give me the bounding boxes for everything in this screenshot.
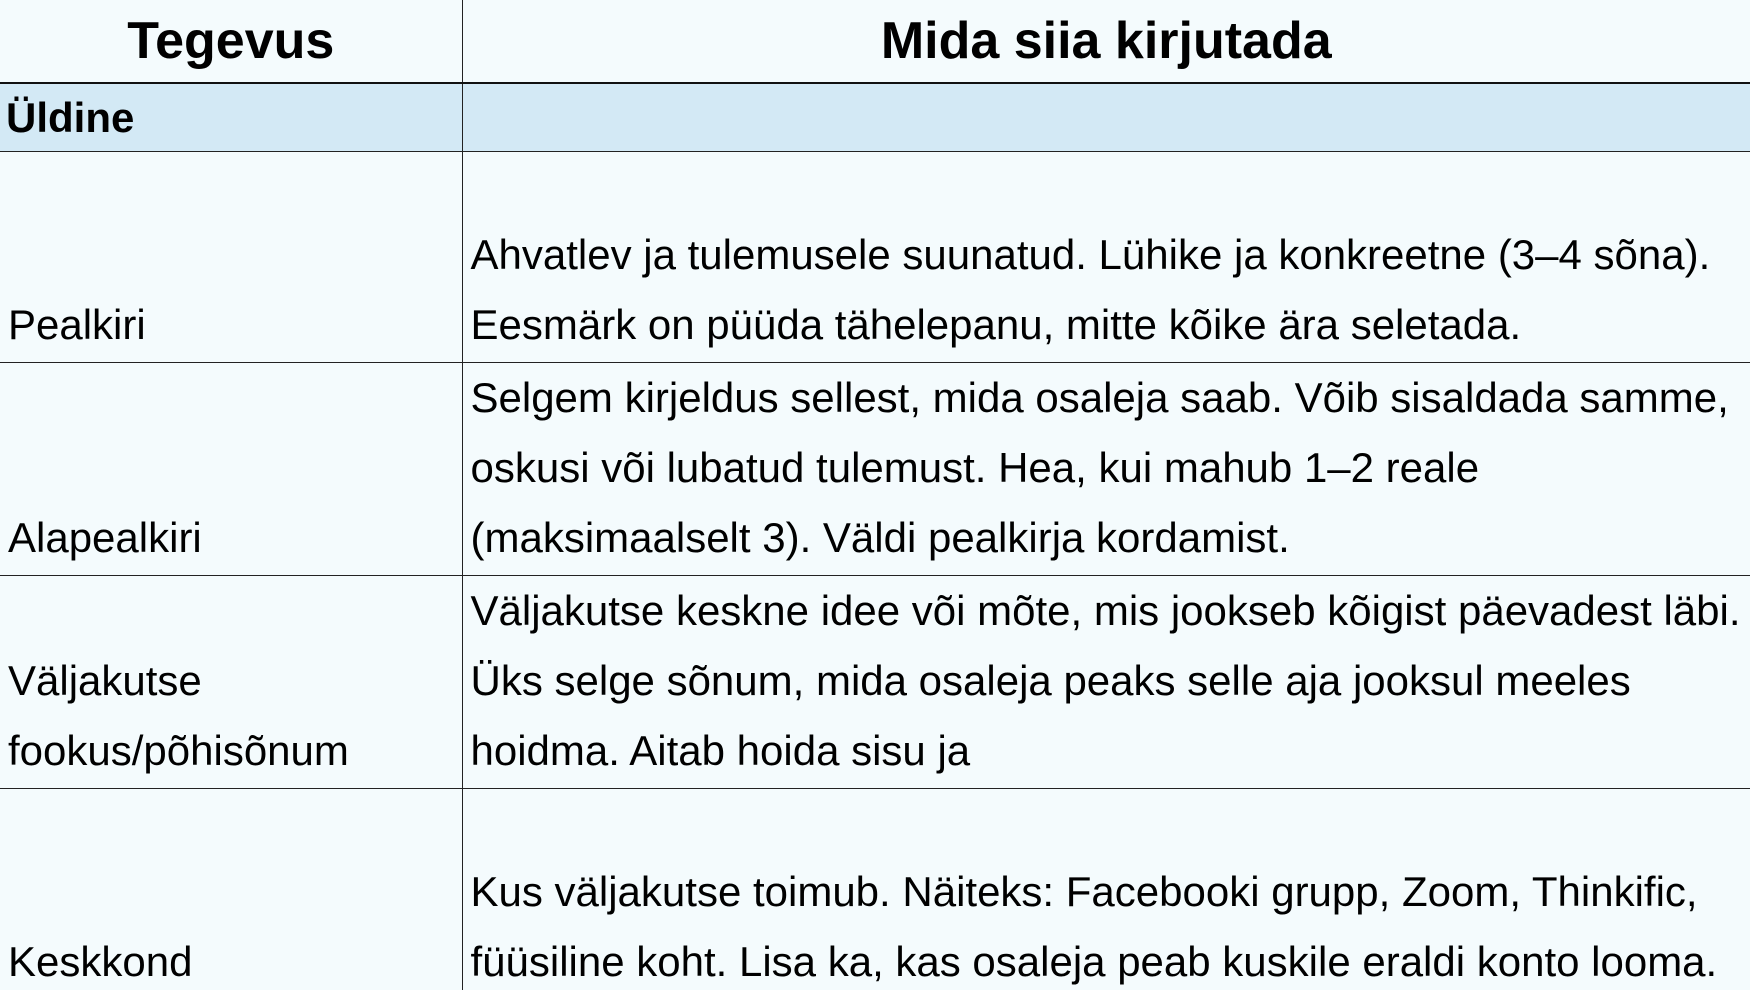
row-label-keskkond[interactable]: Keskkond [0,789,462,990]
row-description[interactable]: Selgem kirjeldus sellest, mida osaleja saab. Võib sisaldada samme, oskusi või lubatud tulemust. Hea, kui mahub 1–2 reale (maksimaalselt 3). Väldi pealkirja kordamist. [462,363,1750,576]
row-description[interactable]: Ahvatlev ja tulemusele suunatud. Lühike ja konkreetne (3–4 sõna). Eesmärk on püüda tähelepanu, mitte kõike ära seletada. [462,152,1750,363]
section-empty-cell[interactable] [462,83,1750,152]
table-row [0,363,1750,576]
table-row [0,152,1750,363]
table-row [0,576,1750,789]
section-label[interactable]: Üldine [0,83,462,152]
row-label-alapealkiri[interactable]: Alapealkiri [0,363,462,576]
table-row [0,789,1750,990]
row-description[interactable]: Kus väljakutse toimub. Näiteks: Facebooki grupp, Zoom, Thinkific, füüsiline koht. Lisa ka, kas osaleja peab kuskile eraldi konto looma. [462,789,1750,990]
header-row [0,0,1750,83]
section-row [0,83,1750,152]
row-label-pealkiri[interactable]: Pealkiri [0,152,462,363]
header-tegevus[interactable]: Tegevus [0,0,462,83]
row-description[interactable]: Väljakutse keskne idee või mõte, mis jookseb kõigist päevadest läbi. Üks selge sõnum, mida osaleja peaks selle aja jooksul meeles hoidma. Aitab hoida sisu ja [462,576,1750,789]
header-mida-siia-kirjutada[interactable]: Mida siia kirjutada [462,0,1750,83]
row-label-valjakutse-fookus[interactable]: Väljakutse fookus/põhisõnum [0,576,462,789]
